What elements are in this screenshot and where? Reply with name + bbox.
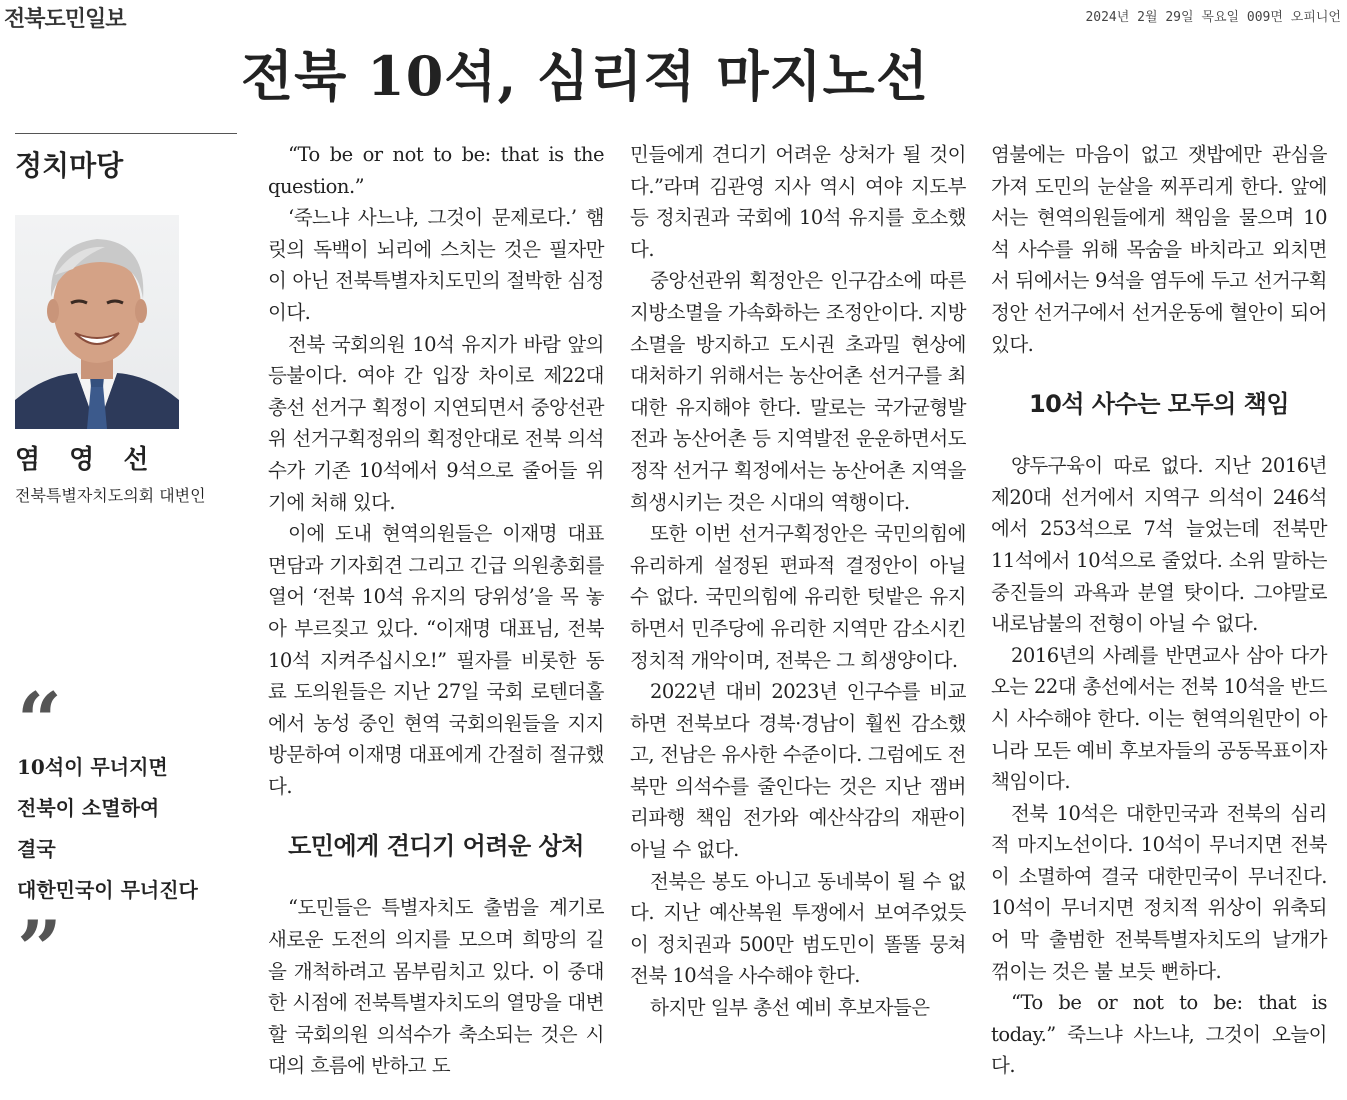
quote-open-icon: “ [17, 676, 62, 767]
article-paragraph: 이에 도내 현역의원들은 이재명 대표 면담과 기자회견 그리고 긴급 의원총회를 열어 ‘전북 10석 유지의 당위성’을 목 놓아 부르짖고 있다. “이재명 대표님, 전북 10석 지켜주십시오!” 필자를 비롯한 동료 도의원들은 지난 27일 국회 로텐더홀에서 농성 중인 현역 국회의원들을 지지 방문하여 이재명 대표에게 간절히 절규했다. [268, 522, 604, 798]
author-photo [15, 215, 179, 429]
article-paragraph: 2022년 대비 2023년 인구수를 비교하면 전북보다 경북·경남이 훨씬 감소했고, 전남은 유사한 수준이다. 그럼에도 전북만 의석수를 줄인다는 것은 지난 잼버리파행 책임 전가와 예산삭감의 재판이 아닐 수 없다. [630, 680, 966, 862]
sidebar [15, 133, 237, 995]
pull-quote-line: 10석이 무너지면 [17, 755, 168, 779]
article-paragraph: 하지만 일부 총선 예비 후보자들은 [650, 996, 930, 1020]
author-title: 전북특별자치도의회 대변인 [15, 486, 206, 505]
article-paragraph: “To be or not to be: that is today.” 죽느냐 사느냐, 그것이 오늘이다. [991, 991, 1327, 1078]
article-column-1 [268, 139, 604, 1082]
dateline: 2024년 2월 29일 목요일 009면 오피니언 [1085, 10, 1341, 25]
article-paragraph: 전북은 봉도 아니고 동네북이 될 수 없다. 지난 예산복원 투쟁에서 보여주었듯이 정치권과 500만 범도민이 똘똘 뭉쳐 전북 10석을 사수해야 한다. [630, 869, 966, 988]
headline: 전북 10석, 심리적 마지노선 [241, 44, 929, 108]
pull-quote-line: 전북이 소멸하여 [17, 796, 160, 820]
article-column-2 [630, 139, 966, 1024]
article-paragraph: “To be or not to be: that is the question.” [268, 143, 604, 198]
author-name: 염 영 선 [15, 445, 159, 475]
masthead: 전북도민일보 [4, 6, 126, 32]
article-paragraph: ‘죽느냐 사느냐, 그것이 문제로다.’ 햄릿의 독백이 뇌리에 스치는 것은 필자만이 아닌 전북특별자치도민의 절박한 심정이다. [268, 206, 604, 324]
article-paragraph: 중앙선관위 획정안은 인구감소에 따른 지방소멸을 가속화하는 조정안이다. 지방소멸을 방지하고 도시권 초과밀 현상에 대처하기 위해서는 농산어촌 선거구를 최대한 유지해야 한다. 말로는 국가균형발전과 농산어촌 등 지역발전 운운하면서도 정작 선거구 획정에서는 농산어촌 지역을 희생시키는 것은 시대의 역행이다. [630, 269, 966, 514]
article-paragraph: 염불에는 마음이 없고 잿밥에만 관심을 가져 도민의 눈살을 찌푸리게 한다. 앞에서는 현역의원들에게 책임을 물으며 10석 사수를 위해 목숨을 바치라고 외치면서 뒤에서는 9석을 염두에 두고 선거구획정안 선거구에서 선거운동에 혈안이 되어 있다. [991, 143, 1327, 356]
article-paragraph: 2016년의 사례를 반면교사 삼아 다가오는 22대 총선에서는 전북 10석을 반드시 사수해야 한다. 이는 현역의원만이 아니라 모든 예비 후보자들의 공동목표이자 책임이다. [991, 643, 1327, 794]
section-label: 정치마당 [15, 149, 124, 182]
article-paragraph: 민들에게 견디기 어려운 상처가 될 것이다.”라며 김관영 지사 역시 여야 지도부 등 정치권과 국회에 10석 유지를 호소했다. [630, 143, 966, 261]
article-paragraph: 양두구육이 따로 없다. 지난 2016년 제20대 선거에서 지역구 의석이 246석에서 253석으로 7석 늘었는데 전북만 11석에서 10석으로 줄었다. 소위 말하는 중진들의 과욕과 분열 탓이다. 그야말로 내로남불의 전형이 아닐 수 없다. [991, 454, 1327, 636]
author-portrait-icon [15, 215, 179, 429]
article-paragraph: 또한 이번 선거구획정안은 국민의힘에 유리하게 설정된 편파적 결정안이 아닐 수 없다. 국민의힘에 유리한 텃밭은 유지하면서 민주당에 유리한 지역만 감소시킨 정치적 개악이며, 전북은 그 희생양이다. [630, 522, 966, 672]
pull-quote-line: 결국 [17, 837, 56, 861]
subhead: 도민에게 견디기 어려운 상처 [288, 832, 584, 861]
pull-quote [17, 747, 198, 911]
subhead: 10석 사수는 모두의 책임 [1028, 390, 1290, 419]
sidebar-rule [15, 133, 237, 134]
quote-close-icon: ” [17, 904, 62, 995]
article-paragraph: “도민들은 특별자치도 출범을 계기로 새로운 도전의 의지를 모으며 희망의 길을 개척하려고 몸부림치고 있다. 이 중대한 시점에 전북특별자치도의 열망을 대변할 국회의원 의석수가 축소되는 것은 시대의 흐름에 반하고 도 [268, 896, 604, 1078]
article-paragraph: 전북 국회의원 10석 유지가 바람 앞의 등불이다. 여야 간 입장 차이로 제22대 총선 선거구 획정이 지연되면서 중앙선관위 선거구획정위의 획정안대로 전북 의석수가 기존 10석에서 9석으로 줄어들 위기에 처해 있다. [268, 332, 604, 514]
article-paragraph: 전북 10석은 대한민국과 전북의 심리적 마지노선이다. 10석이 무너지면 전북이 소멸하여 결국 대한민국이 무너진다. 10석이 무너지면 정치적 위상이 위축되어 막 출범한 전북특별자치도의 날개가 꺾이는 것은 불 보듯 뻔하다. [991, 801, 1327, 983]
article-column-3 [991, 139, 1327, 1082]
pull-quote-line: 대한민국이 무너진다 [17, 878, 198, 902]
